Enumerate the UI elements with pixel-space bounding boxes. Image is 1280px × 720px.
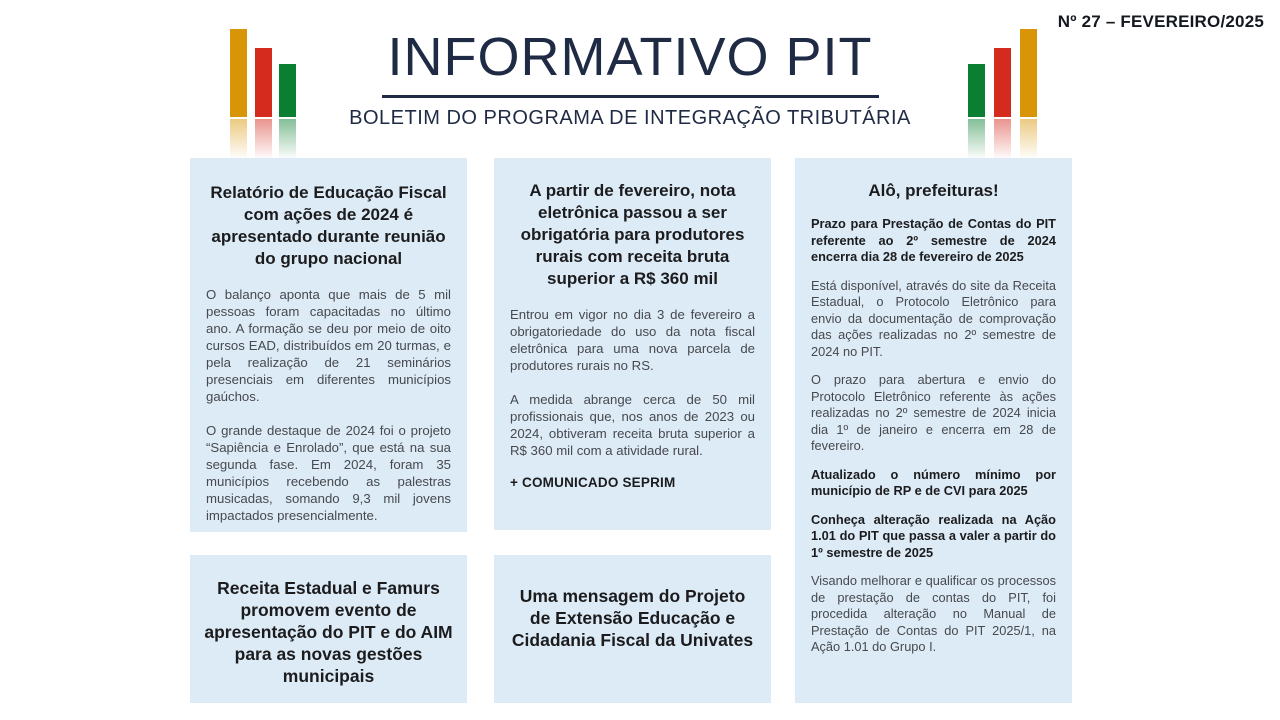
newsletter-subtitle: BOLETIM DO PROGRAMA DE INTEGRAÇÃO TRIBUTÁRIA <box>349 107 911 129</box>
card-title: Receita Estadual e Famurs promovem evento de apresentação do PIT e do AIM para as novas gestões municipais <box>204 578 453 686</box>
card-paragraph-bold: Conheça alteração realizada na Ação 1.01 do PIT que passa a valer a partir do 1º semestre de 2025 <box>811 511 1056 560</box>
card-paragraph: O balanço aponta que mais de 5 mil pessoas foram capacitadas no último ano. A formação se deu por meio de oito cursos EAD, distribuídos em 20 turmas, e pela realização de 21 seminários presenciais em diferentes municípios gaúchos. <box>206 287 451 404</box>
card-paragraph: Entrou em vigor no dia 3 de fevereiro a obrigatoriedade do uso da nota fiscal eletrônica para uma nova parcela de produtores rurais no RS. <box>510 307 755 373</box>
newsletter-title: INFORMATIVO PIT <box>382 26 879 98</box>
card-paragraph-bold: Atualizado o número mínimo por município de RP e de CVI para 2025 <box>811 466 1056 498</box>
comunicado-seprim-link[interactable]: + COMUNICADO SEPRIM <box>510 475 676 490</box>
card-title: A partir de fevereiro, nota eletrônica passou a ser obrigatória para produtores rurais com receita bruta superior a R$ 360 mil <box>520 181 745 288</box>
card-title: Uma mensagem do Projeto de Extensão Educação e Cidadania Fiscal da Univates <box>511 586 754 650</box>
card-evento-famurs <box>190 555 467 703</box>
bar-chart-logo-right-icon <box>968 29 1038 169</box>
bar-red-icon <box>994 48 1011 117</box>
bar-orange-icon <box>230 29 247 117</box>
card-paragraph-bold: Prazo para Prestação de Contas do PIT referente ao 2º semestre de 2024 encerra dia 28 de fevereiro de 2025 <box>811 216 1056 264</box>
card-mensagem-univates <box>494 555 771 703</box>
issue-number: Nº 27 – FEVEREIRO/2025 <box>1057 12 1264 31</box>
card-paragraph: Visando melhorar e qualificar os processos de prestação de contas do PIT, foi procedida alteração no Manual de Prestação de Contas do PIT 2025/1, na Ação 1.01 do Grupo I. <box>811 573 1056 654</box>
card-paragraph: O prazo para abertura e envio do Protocolo Eletrônico referente às ações realizadas no 2º semestre de 2024 inicia dia 1º de janeiro e encerra em 28 de fevereiro. <box>811 372 1056 453</box>
card-alo-prefeituras <box>795 158 1072 703</box>
card-paragraph: A medida abrange cerca de 50 mil profissionais que, nos anos de 2023 ou 2024, obtiveram receita bruta superior a R$ 360 mil com a atividade rural. <box>510 392 755 458</box>
card-paragraph: O grande destaque de 2024 foi o projeto “Sapiência e Enrolado”, que está na sua segunda fase. Em 2024, foram 35 municípios recebendo as palestras musicadas, somando 9,3 mil jovens impactados presencialmente. <box>206 423 451 523</box>
bar-green-icon <box>279 64 296 117</box>
bar-chart-logo-left-icon <box>230 29 300 169</box>
card-paragraph: Está disponível, através do site da Receita Estadual, o Protocolo Eletrônico para envio da documentação de comprovação das ações realizadas no 2º semestre de 2024 no PIT. <box>811 277 1056 359</box>
card-nota-eletronica <box>494 158 771 530</box>
masthead <box>330 26 930 130</box>
bar-green-icon <box>968 64 985 117</box>
card-title: Relatório de Educação Fiscal com ações de 2024 é apresentado durante reunião do grupo nacional <box>210 183 447 268</box>
card-educacao-fiscal <box>190 158 467 532</box>
bar-orange-icon <box>1020 29 1037 117</box>
bar-red-icon <box>255 48 272 117</box>
card-title: Alô, prefeituras! <box>868 181 999 200</box>
